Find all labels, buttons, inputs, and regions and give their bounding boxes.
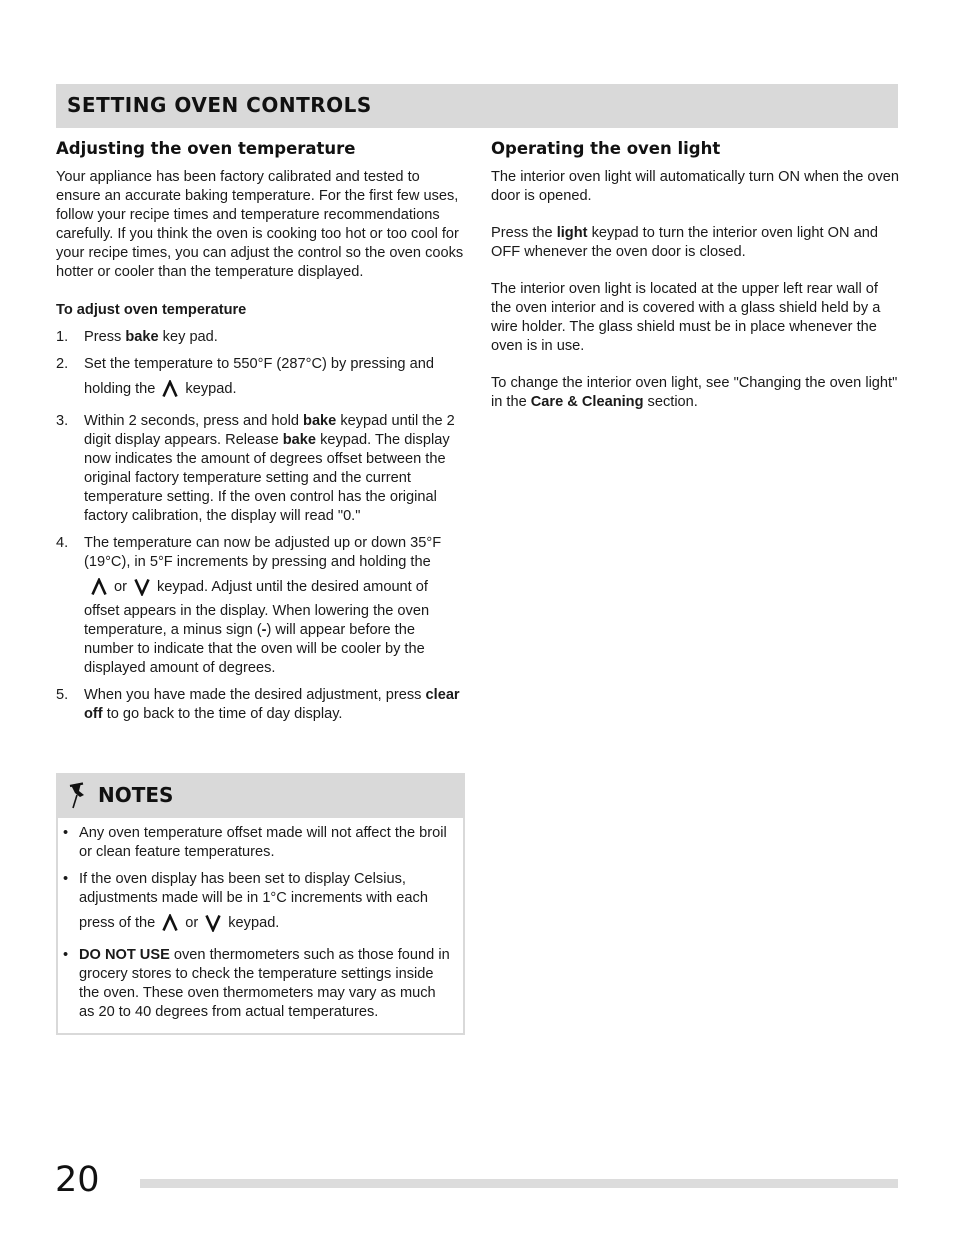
oven-light-heading: Operating the oven light — [491, 139, 721, 158]
bullet: • — [63, 825, 69, 841]
step-number: 1. — [56, 329, 69, 345]
step-number: 4. — [56, 535, 69, 551]
step-number: 2. — [56, 356, 69, 372]
step-text: offset appears in the display. When lowering the oven temperature, a minus sign ( — [84, 603, 430, 638]
up-arrow-icon — [162, 914, 178, 932]
light-text: keypad to turn the interior oven light ON and OFF whenever the oven door is closed. — [491, 225, 878, 260]
step-number: 3. — [56, 413, 69, 429]
step-icon-line — [84, 374, 464, 404]
adjust-temperature-heading: Adjusting the oven temperature — [56, 139, 356, 158]
note-text: keypad. — [228, 914, 280, 931]
adjust-subheading: To adjust oven temperature — [56, 302, 247, 318]
step-text: Press — [84, 329, 126, 345]
light-paragraph-1: The interior oven light will automatically turn ON when the oven door is opened. — [491, 169, 900, 204]
step-icon-line — [84, 572, 464, 602]
step-text: ) will appear before the number to indicate that the oven will be cooler by the displayed amount of degrees. — [84, 622, 425, 676]
left-column — [56, 138, 464, 732]
step-text: keypad. The display now indicates the amount of degrees offset between the original factory temperature setting and the current temperature setting. If the oven control has the original factory calibration, the display will read "0." — [84, 432, 450, 524]
step-text: keypad until the 2 digit display appears. Release — [84, 413, 455, 448]
light-text: To change the interior oven light, see "Changing the oven light" in the — [491, 375, 898, 410]
footer-rule — [140, 1179, 898, 1188]
down-arrow-icon — [134, 578, 150, 596]
notes-list — [58, 818, 463, 1022]
step-text: Within 2 seconds, press and hold — [84, 413, 304, 429]
light-paragraph-4 — [491, 374, 901, 412]
step-text: or — [114, 578, 127, 595]
note-text: oven thermometers such as those found in grocery stores to check the temperature settings inside the oven. These oven thermometers may vary as much as 20 to 40 degrees from actual temperatures. — [79, 947, 450, 1020]
step-keyword: clear off — [84, 687, 460, 722]
step-text: holding the — [84, 380, 156, 397]
step-keyword: bake — [282, 432, 317, 448]
note-warning: DO NOT USE — [79, 947, 170, 963]
bullet: • — [63, 871, 69, 887]
light-text: Press the — [491, 225, 557, 241]
section-banner — [56, 84, 898, 128]
step-4 — [56, 534, 464, 678]
bullet: • — [63, 947, 69, 963]
adjust-intro-paragraph: Your appliance has been factory calibrated and tested to ensure an accurate baking temperature. For the first few uses, follow your recipe times and temperature recommendations carefully. If you think the oven is cooking too hot or too cool for your recipe times, you can adjust the control so the oven cooks hotter or cooler than the temperature displayed. — [56, 169, 464, 280]
page-number: 20 — [55, 1160, 100, 1200]
light-text: section. — [643, 394, 698, 410]
step-keyword: bake — [125, 329, 159, 345]
note-item — [63, 946, 455, 1022]
step-number: 5. — [56, 687, 69, 703]
adjust-steps-list — [56, 328, 464, 724]
step-keyword: bake — [303, 413, 337, 429]
section-title: SETTING OVEN CONTROLS — [67, 93, 372, 117]
up-arrow-icon — [91, 578, 107, 596]
note-text: or — [185, 914, 199, 931]
up-arrow-icon — [162, 380, 178, 398]
step-text: key pad. — [158, 329, 218, 345]
care-cleaning-reference: Care & Cleaning — [530, 394, 644, 410]
step-1 — [56, 328, 464, 347]
note-item — [63, 870, 455, 938]
down-arrow-icon — [205, 914, 221, 932]
step-2 — [56, 355, 464, 404]
light-paragraph-3: The interior oven light is located at the upper left rear wall of the oven interior and is covered with a glass shield held by a wire holder. The glass shield must be in place whenever the oven is in use. — [491, 281, 881, 354]
note-item — [63, 824, 455, 862]
step-5 — [56, 686, 464, 724]
notes-title: NOTES — [98, 783, 174, 807]
step-text: The temperature can now be adjusted up or down 35°F (19°C), in 5°F increments by pressing and holding the — [84, 535, 442, 570]
pushpin-icon — [67, 782, 89, 810]
notes-header — [58, 775, 463, 818]
step-text: keypad. Adjust until the desired amount of — [156, 578, 428, 595]
step-3 — [56, 412, 464, 526]
notes-box — [56, 773, 465, 1035]
step-text: When you have made the desired adjustment, press — [84, 687, 426, 703]
note-text: If the oven display has been set to display Celsius, adjustments made will be in 1°C increments with each — [79, 871, 428, 906]
note-icon-line — [79, 908, 455, 938]
step-keyword: - — [261, 622, 267, 638]
right-column — [491, 138, 901, 430]
light-keyword: light — [556, 225, 588, 241]
note-text: press of the — [79, 914, 156, 931]
note-text: Any oven temperature offset made will not affect the broil or clean feature temperatures. — [79, 825, 447, 860]
step-text: Set the temperature to 550°F (287°C) by pressing and — [84, 356, 434, 372]
step-text: to go back to the time of day display. — [102, 706, 343, 722]
step-text: keypad. — [185, 380, 237, 397]
light-paragraph-2 — [491, 224, 901, 262]
